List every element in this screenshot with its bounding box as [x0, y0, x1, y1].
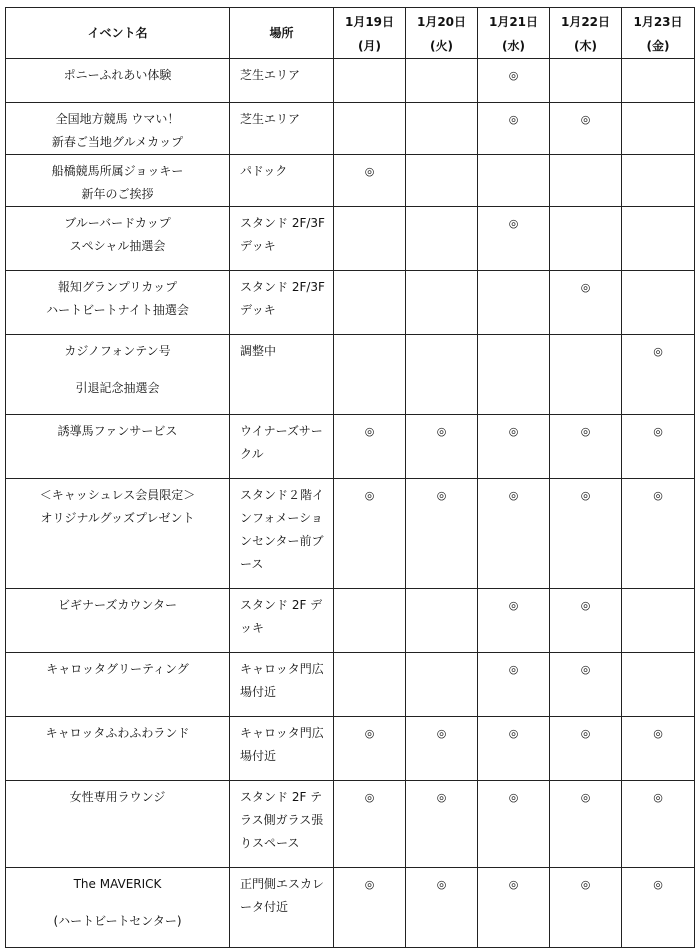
schedule-cell	[622, 868, 695, 948]
scheduled-mark: ◎	[364, 727, 375, 740]
event-name-cell	[6, 271, 230, 335]
header-date-day: 1月20日	[416, 15, 467, 29]
header-date-day: 1月21日	[488, 15, 539, 29]
schedule-cell	[550, 589, 622, 653]
schedule-cell	[550, 717, 622, 781]
place-line: デッキ	[240, 303, 276, 317]
place-line: りスペース	[240, 836, 300, 850]
scheduled-mark: ◎	[364, 425, 375, 438]
place-line: スタンド２階イ	[240, 488, 325, 502]
place-line: 調整中	[240, 344, 277, 358]
schedule-cell	[622, 207, 695, 271]
place-cell	[230, 589, 334, 653]
schedule-cell	[478, 155, 550, 207]
scheduled-mark: ◎	[436, 425, 447, 438]
place-cell	[230, 653, 334, 717]
event-name-cell	[6, 653, 230, 717]
schedule-cell	[334, 103, 406, 155]
schedule-cell	[334, 717, 406, 781]
schedule-cell	[550, 59, 622, 103]
schedule-cell	[406, 155, 478, 207]
scheduled-mark: ◎	[436, 878, 447, 891]
schedule-cell	[406, 589, 478, 653]
schedule-cell	[550, 781, 622, 868]
event-name-line: ブルーバードカップ	[64, 216, 171, 230]
place-cell	[230, 155, 334, 207]
place-line: 場付近	[240, 685, 277, 699]
event-name-line: ビギナーズカウンター	[58, 598, 177, 612]
schedule-cell	[622, 271, 695, 335]
header-date-weekday: (水)	[502, 39, 525, 53]
schedule-cell	[550, 103, 622, 155]
scheduled-mark: ◎	[508, 217, 519, 230]
schedule-cell	[622, 155, 695, 207]
scheduled-mark: ◎	[580, 599, 591, 612]
place-line: デッキ	[240, 239, 276, 253]
header-date-weekday: (木)	[574, 39, 597, 53]
place-line: スタンド 2F テ	[240, 790, 323, 804]
event-schedule-table	[5, 7, 695, 948]
event-name-cell	[6, 781, 230, 868]
schedule-cell	[406, 717, 478, 781]
scheduled-mark: ◎	[508, 69, 519, 82]
place-cell	[230, 717, 334, 781]
event-name-cell	[6, 59, 230, 103]
schedule-cell	[406, 207, 478, 271]
table-row	[6, 868, 695, 948]
schedule-cell	[406, 103, 478, 155]
schedule-cell	[550, 335, 622, 415]
place-line: パドック	[240, 164, 288, 178]
header-date-2	[478, 8, 550, 59]
place-line: ラス側ガラス張	[240, 813, 324, 827]
header-place: 場所	[230, 8, 334, 59]
schedule-cell	[334, 59, 406, 103]
scheduled-mark: ◎	[580, 727, 591, 740]
header-date-1	[406, 8, 478, 59]
header-date-4	[622, 8, 695, 59]
table-row	[6, 589, 695, 653]
schedule-cell	[334, 271, 406, 335]
header-date-3	[550, 8, 622, 59]
scheduled-mark: ◎	[580, 878, 591, 891]
event-name-line: キャロッタグリーティング	[46, 662, 189, 676]
event-name-line: カジノフォンテン号	[64, 344, 171, 358]
event-name-line: 船橋競馬所属ジョッキー	[51, 164, 184, 178]
schedule-cell	[478, 335, 550, 415]
schedule-cell	[478, 271, 550, 335]
schedule-cell	[622, 103, 695, 155]
place-cell	[230, 271, 334, 335]
header-event-name: イベント名	[6, 8, 230, 59]
table-row	[6, 103, 695, 155]
place-cell	[230, 479, 334, 589]
place-line: ッキ	[240, 621, 265, 635]
table-row	[6, 717, 695, 781]
table-row	[6, 781, 695, 868]
place-line: ンフォメーショ	[240, 511, 323, 525]
schedule-cell	[550, 868, 622, 948]
schedule-cell	[334, 479, 406, 589]
scheduled-mark: ◎	[508, 599, 519, 612]
header-date-0	[334, 8, 406, 59]
schedule-cell	[406, 653, 478, 717]
event-name-cell	[6, 155, 230, 207]
schedule-cell	[478, 415, 550, 479]
event-name-line: (ハートビートセンター)	[53, 914, 182, 928]
event-name-line: The MAVERICK	[73, 877, 162, 891]
schedule-cell	[550, 415, 622, 479]
event-name-line: ＜キャッシュレス会員限定＞	[39, 488, 196, 502]
schedule-body	[6, 59, 695, 948]
event-name-cell	[6, 207, 230, 271]
scheduled-mark: ◎	[436, 791, 447, 804]
scheduled-mark: ◎	[580, 663, 591, 676]
schedule-cell	[334, 415, 406, 479]
schedule-cell	[550, 479, 622, 589]
place-line: 場付近	[240, 749, 277, 763]
schedule-cell	[550, 155, 622, 207]
scheduled-mark: ◎	[508, 113, 519, 126]
place-cell	[230, 868, 334, 948]
scheduled-mark: ◎	[580, 489, 591, 502]
schedule-cell	[622, 717, 695, 781]
scheduled-mark: ◎	[580, 425, 591, 438]
place-cell	[230, 781, 334, 868]
scheduled-mark: ◎	[508, 727, 519, 740]
schedule-cell	[334, 335, 406, 415]
schedule-cell	[334, 589, 406, 653]
event-name-line: オリジナルグッズプレゼント	[40, 511, 195, 525]
scheduled-mark: ◎	[653, 878, 663, 891]
schedule-cell	[622, 415, 695, 479]
scheduled-mark: ◎	[653, 345, 663, 358]
event-name-line: キャロッタふわふわランド	[45, 726, 190, 740]
table-row	[6, 335, 695, 415]
schedule-cell	[550, 271, 622, 335]
event-name-line: 全国地方競馬 ウマい！	[55, 112, 180, 126]
scheduled-mark: ◎	[653, 425, 663, 438]
scheduled-mark: ◎	[364, 489, 375, 502]
place-line: ンセンター前ブ	[240, 534, 324, 548]
schedule-cell	[478, 589, 550, 653]
event-name-cell	[6, 335, 230, 415]
schedule-cell	[406, 335, 478, 415]
event-name-line: 新年のご挨拶	[81, 187, 154, 201]
schedule-cell	[478, 479, 550, 589]
event-name-cell	[6, 589, 230, 653]
event-name-line: 女性専用ラウンジ	[69, 790, 166, 804]
scheduled-mark: ◎	[653, 727, 663, 740]
event-name-line: 新春ご当地グルメカップ	[51, 135, 184, 149]
schedule-cell	[334, 868, 406, 948]
table-row	[6, 207, 695, 271]
schedule-cell	[622, 589, 695, 653]
schedule-cell	[406, 271, 478, 335]
schedule-cell	[406, 868, 478, 948]
table-row	[6, 59, 695, 103]
schedule-cell	[550, 207, 622, 271]
scheduled-mark: ◎	[436, 727, 447, 740]
scheduled-mark: ◎	[508, 663, 519, 676]
place-cell	[230, 59, 334, 103]
header-date-day: 1月22日	[560, 15, 611, 29]
event-name-line: ハートビートナイト抽選会	[46, 303, 189, 317]
table-row	[6, 415, 695, 479]
schedule-cell	[622, 479, 695, 589]
header-row	[6, 8, 695, 59]
place-line: 正門側エスカレ	[240, 877, 325, 891]
scheduled-mark: ◎	[580, 281, 591, 294]
scheduled-mark: ◎	[436, 489, 447, 502]
schedule-cell	[478, 653, 550, 717]
schedule-cell	[334, 653, 406, 717]
schedule-cell	[406, 59, 478, 103]
event-name-cell	[6, 415, 230, 479]
event-name-line: ポニーふれあい体験	[63, 68, 172, 82]
schedule-cell	[406, 479, 478, 589]
schedule-cell	[478, 717, 550, 781]
scheduled-mark: ◎	[508, 791, 519, 804]
header-date-weekday: (月)	[358, 39, 381, 53]
place-line: ウイナーズサー	[240, 424, 323, 438]
scheduled-mark: ◎	[364, 878, 375, 891]
place-line: ータ付近	[240, 900, 289, 914]
event-name-line: スペシャル抽選会	[69, 239, 166, 253]
place-line: 芝生エリア	[240, 112, 301, 126]
schedule-cell	[622, 335, 695, 415]
schedule-cell	[478, 781, 550, 868]
schedule-cell	[622, 781, 695, 868]
place-cell	[230, 103, 334, 155]
header-date-day: 1月23日	[633, 15, 683, 29]
scheduled-mark: ◎	[653, 489, 663, 502]
schedule-cell	[334, 207, 406, 271]
schedule-cell	[550, 653, 622, 717]
scheduled-mark: ◎	[364, 165, 375, 178]
table-row	[6, 653, 695, 717]
place-cell	[230, 335, 334, 415]
schedule-cell	[478, 207, 550, 271]
table-row	[6, 155, 695, 207]
schedule-cell	[622, 59, 695, 103]
event-name-line	[6, 363, 229, 377]
event-name-line: 誘導馬ファンサービス	[57, 424, 178, 438]
header-date-weekday: (火)	[430, 39, 453, 53]
header-date-weekday: (金)	[646, 39, 670, 53]
scheduled-mark: ◎	[580, 113, 591, 126]
scheduled-mark: ◎	[580, 791, 591, 804]
event-name-line	[6, 896, 229, 910]
place-line: キャロッタ門広	[240, 726, 324, 740]
schedule-cell	[334, 155, 406, 207]
scheduled-mark: ◎	[508, 489, 519, 502]
schedule-cell	[334, 781, 406, 868]
table-row	[6, 479, 695, 589]
event-name-cell	[6, 868, 230, 948]
place-cell	[230, 207, 334, 271]
schedule-cell	[406, 415, 478, 479]
scheduled-mark: ◎	[508, 878, 519, 891]
scheduled-mark: ◎	[508, 425, 519, 438]
schedule-cell	[406, 781, 478, 868]
place-line: キャロッタ門広	[240, 662, 324, 676]
schedule-cell	[478, 59, 550, 103]
place-cell	[230, 415, 334, 479]
event-name-cell	[6, 103, 230, 155]
place-line: スタンド 2F デ	[240, 598, 323, 612]
scheduled-mark: ◎	[653, 791, 663, 804]
table-row	[6, 271, 695, 335]
place-line: クル	[240, 447, 264, 461]
event-name-cell	[6, 717, 230, 781]
place-line: ース	[240, 557, 264, 571]
schedule-cell	[478, 103, 550, 155]
header-date-day: 1月19日	[344, 15, 395, 29]
schedule-cell	[622, 653, 695, 717]
event-name-line: 報知グランプリカップ	[57, 280, 178, 294]
schedule-cell	[478, 868, 550, 948]
event-name-line: 引退記念抽選会	[75, 381, 160, 395]
place-line: スタンド 2F/3F	[240, 216, 325, 230]
place-line: 芝生エリア	[240, 68, 301, 82]
event-name-cell	[6, 479, 230, 589]
scheduled-mark: ◎	[364, 791, 375, 804]
place-line: スタンド 2F/3F	[240, 280, 325, 294]
